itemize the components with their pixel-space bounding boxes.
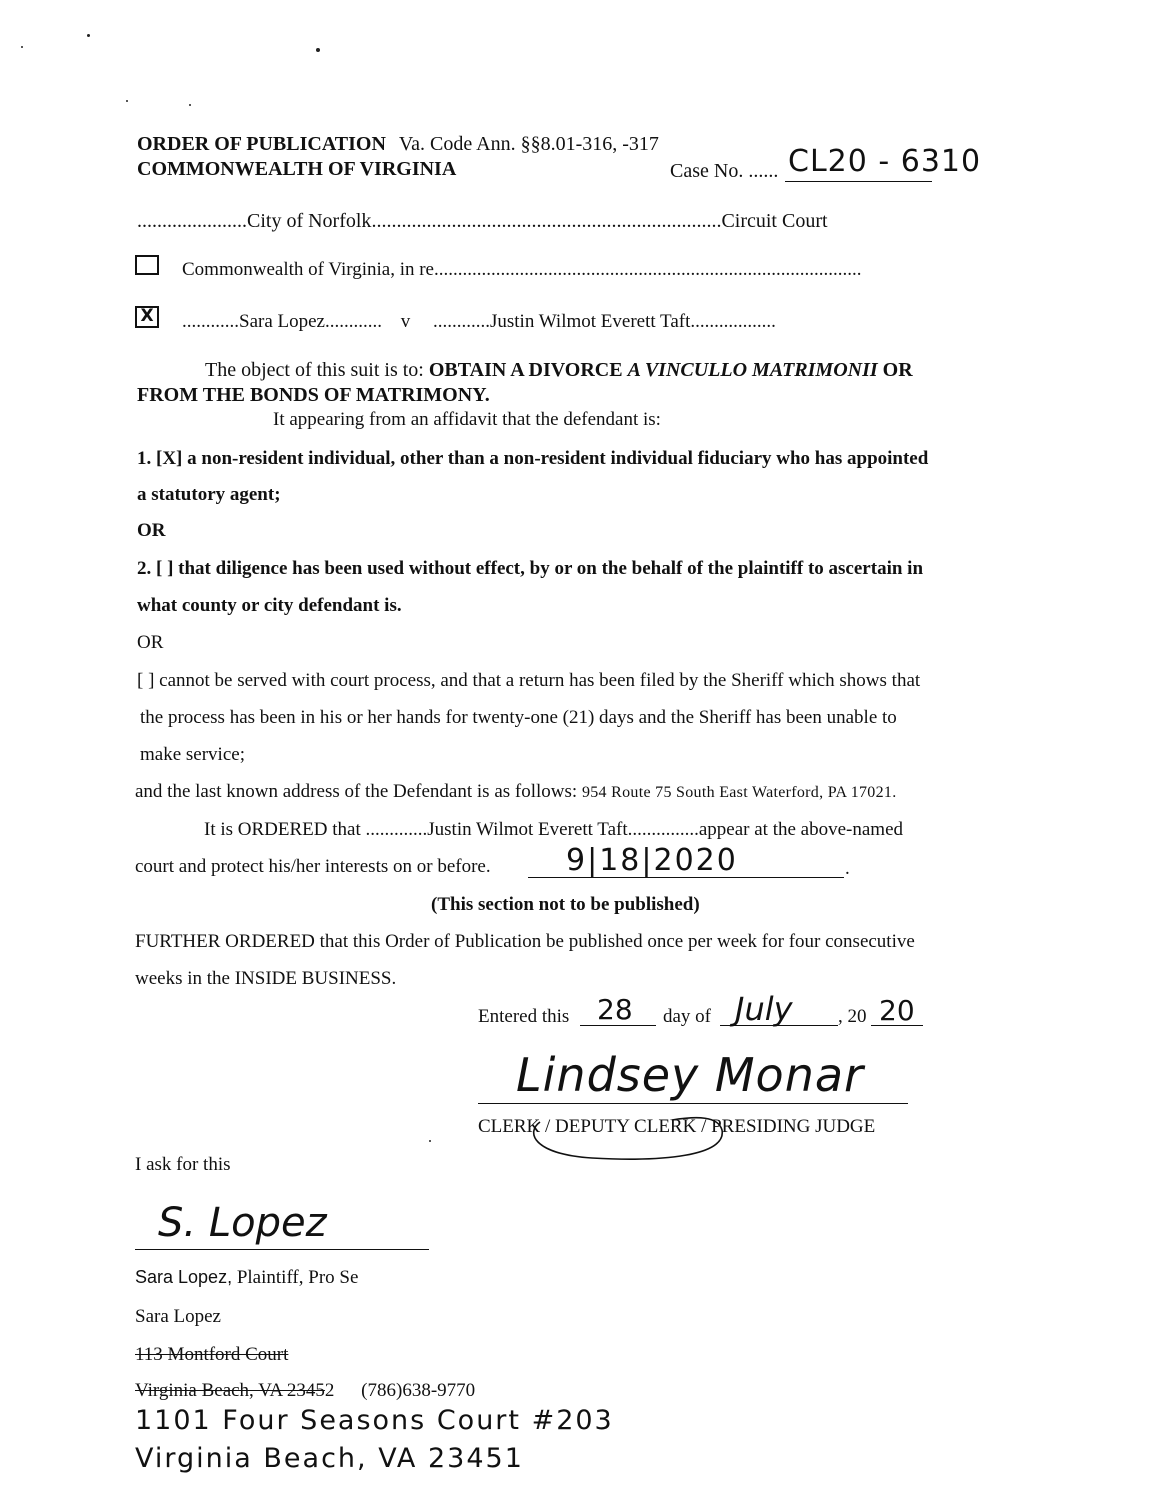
ordered-line-1: It is ORDERED that .............Justin Wilmot Everett Taft...............appear at the above-named xyxy=(204,819,904,840)
appearance-date-underline xyxy=(528,877,844,878)
entered-year-prefix: , 20 xyxy=(838,1006,867,1027)
scan-speck xyxy=(316,48,320,52)
plaintiff-role: Plaintiff, Pro Se xyxy=(236,1267,359,1288)
new-street-handwritten: 1101 Four Seasons Court #203 xyxy=(135,1405,614,1436)
case-number-underline xyxy=(785,181,932,182)
entered-year-underline xyxy=(871,1025,923,1026)
defendant-address: 954 Route 75 South East Waterford, PA 17021. xyxy=(581,784,897,801)
entered-day-handwritten: 28 xyxy=(597,993,633,1026)
entered-month-underline xyxy=(720,1025,838,1026)
further-ordered-line-1: FURTHER ORDERED that this Order of Publication be published once per week for four consecutive xyxy=(135,931,915,952)
entered-year-handwritten: 20 xyxy=(879,994,915,1027)
clerk-title-line: CLERK / DEPUTY CLERK / PRESIDING JUDGE xyxy=(478,1116,876,1137)
affidavit-line: It appearing from an affidavit that the defendant is: xyxy=(273,409,661,430)
plaintiff-signature-line xyxy=(135,1249,429,1250)
case-label: Case No. ...... xyxy=(670,160,779,182)
item-2-line-1: 2. [ ] that diligence has been used without effect, by or on the behalf of the plaintiff to ascertain in xyxy=(137,558,924,579)
object-line-1: The object of this suit is to: OBTAIN A DIVORCE A VINCULLO MATRIMONII OR xyxy=(205,359,913,381)
ask-line: I ask for this xyxy=(135,1154,231,1175)
item-1-line-1: 1. [X] a non-resident individual, other than a non-resident individual fiduciary who has appointed xyxy=(137,448,929,469)
header-line-1 xyxy=(137,133,659,156)
old-city-line: Virginia Beach, VA 23452 (786)638-9770 xyxy=(135,1380,476,1401)
not-published-note: (This section not to be published) xyxy=(431,894,700,915)
deputy-clerk-circle xyxy=(522,1112,732,1162)
item-3-line-1: [ ] cannot be served with court process, and that a return has been filed by the Sheriff which shows that xyxy=(137,670,921,691)
plaintiff-name-line xyxy=(135,1267,358,1289)
parties-checkbox[interactable] xyxy=(135,306,159,328)
plaintiff-name: Sara Lopez xyxy=(239,311,325,332)
scan-speck xyxy=(21,46,23,48)
further-ordered-line-2: weeks in the INSIDE BUSINESS. xyxy=(135,968,397,989)
ordered-defendant: Justin Wilmot Everett Taft xyxy=(427,819,628,840)
old-street-struck: 113 Montford Court xyxy=(135,1344,289,1365)
plaintiff-signature-name: Sara Lopez, xyxy=(135,1267,233,1287)
clerk-signature-handwritten: Lindsey Monar xyxy=(516,1048,864,1102)
item-3-line-3: make service; xyxy=(140,744,245,765)
scan-speck xyxy=(126,100,128,102)
new-city-handwritten: Virginia Beach, VA 23451 xyxy=(135,1443,524,1474)
object-line-2: FROM THE BONDS OF MATRIMONY. xyxy=(137,384,490,406)
scan-speck xyxy=(429,1140,431,1142)
commonwealth-checkbox[interactable] xyxy=(135,255,159,275)
entered-month-handwritten: July xyxy=(735,990,793,1028)
defendant-name: Justin Wilmot Everett Taft xyxy=(489,311,691,332)
court-line: ......................City of Norfolk......................................................................Circuit Court xyxy=(137,210,828,232)
scan-speck xyxy=(87,34,90,37)
appearance-date-handwritten: 9|18|2020 xyxy=(566,843,738,878)
plaintiff-signature-handwritten: S. Lopez xyxy=(158,1200,327,1246)
date-period: . xyxy=(845,858,850,879)
document-title: ORDER OF PUBLICATION xyxy=(137,133,386,155)
or-divider-2: OR xyxy=(137,632,164,653)
item-2-line-2: what county or city defendant is. xyxy=(137,595,402,616)
ordered-line-2: court and protect his/her interests on or before. xyxy=(135,856,491,877)
clerk-signature-line xyxy=(478,1103,908,1104)
court-city: City of Norfolk xyxy=(247,210,372,232)
case-number-handwritten: CL20 - 6310 xyxy=(788,144,982,179)
entered-lead: Entered this xyxy=(478,1006,570,1027)
plaintiff-phone: (786)638-9770 xyxy=(361,1380,476,1401)
checkbox-x-mark: X xyxy=(140,306,154,326)
entered-day-underline xyxy=(580,1025,656,1026)
old-city-struck: Virginia Beach, VA 2345 xyxy=(135,1380,325,1401)
commonwealth-heading: COMMONWEALTH OF VIRGINIA xyxy=(137,158,457,180)
commonwealth-in-re-line: Commonwealth of Virginia, in re.......................................................................................... xyxy=(182,259,862,280)
entered-day-of: day of xyxy=(663,1006,712,1027)
code-reference: Va. Code Ann. §§8.01-316, -317 xyxy=(398,133,659,155)
court-type: Circuit Court xyxy=(721,210,828,232)
or-divider-1: OR xyxy=(137,520,166,541)
versus: v xyxy=(400,311,411,332)
plaintiff-name-2: Sara Lopez xyxy=(135,1306,221,1327)
parties-line: ............Sara Lopez............ v ............Justin Wilmot Everett Taft.................. xyxy=(182,311,776,332)
item-3-line-2: the process has been in his or her hands for twenty-one (21) days and the Sheriff has been unable to xyxy=(140,707,897,728)
defendant-address-line: and the last known address of the Defendant is as follows: 954 Route 75 South East Waterford, PA 17021. xyxy=(135,781,897,802)
scan-speck xyxy=(189,104,191,106)
item-1-line-2: a statutory agent; xyxy=(137,484,281,505)
